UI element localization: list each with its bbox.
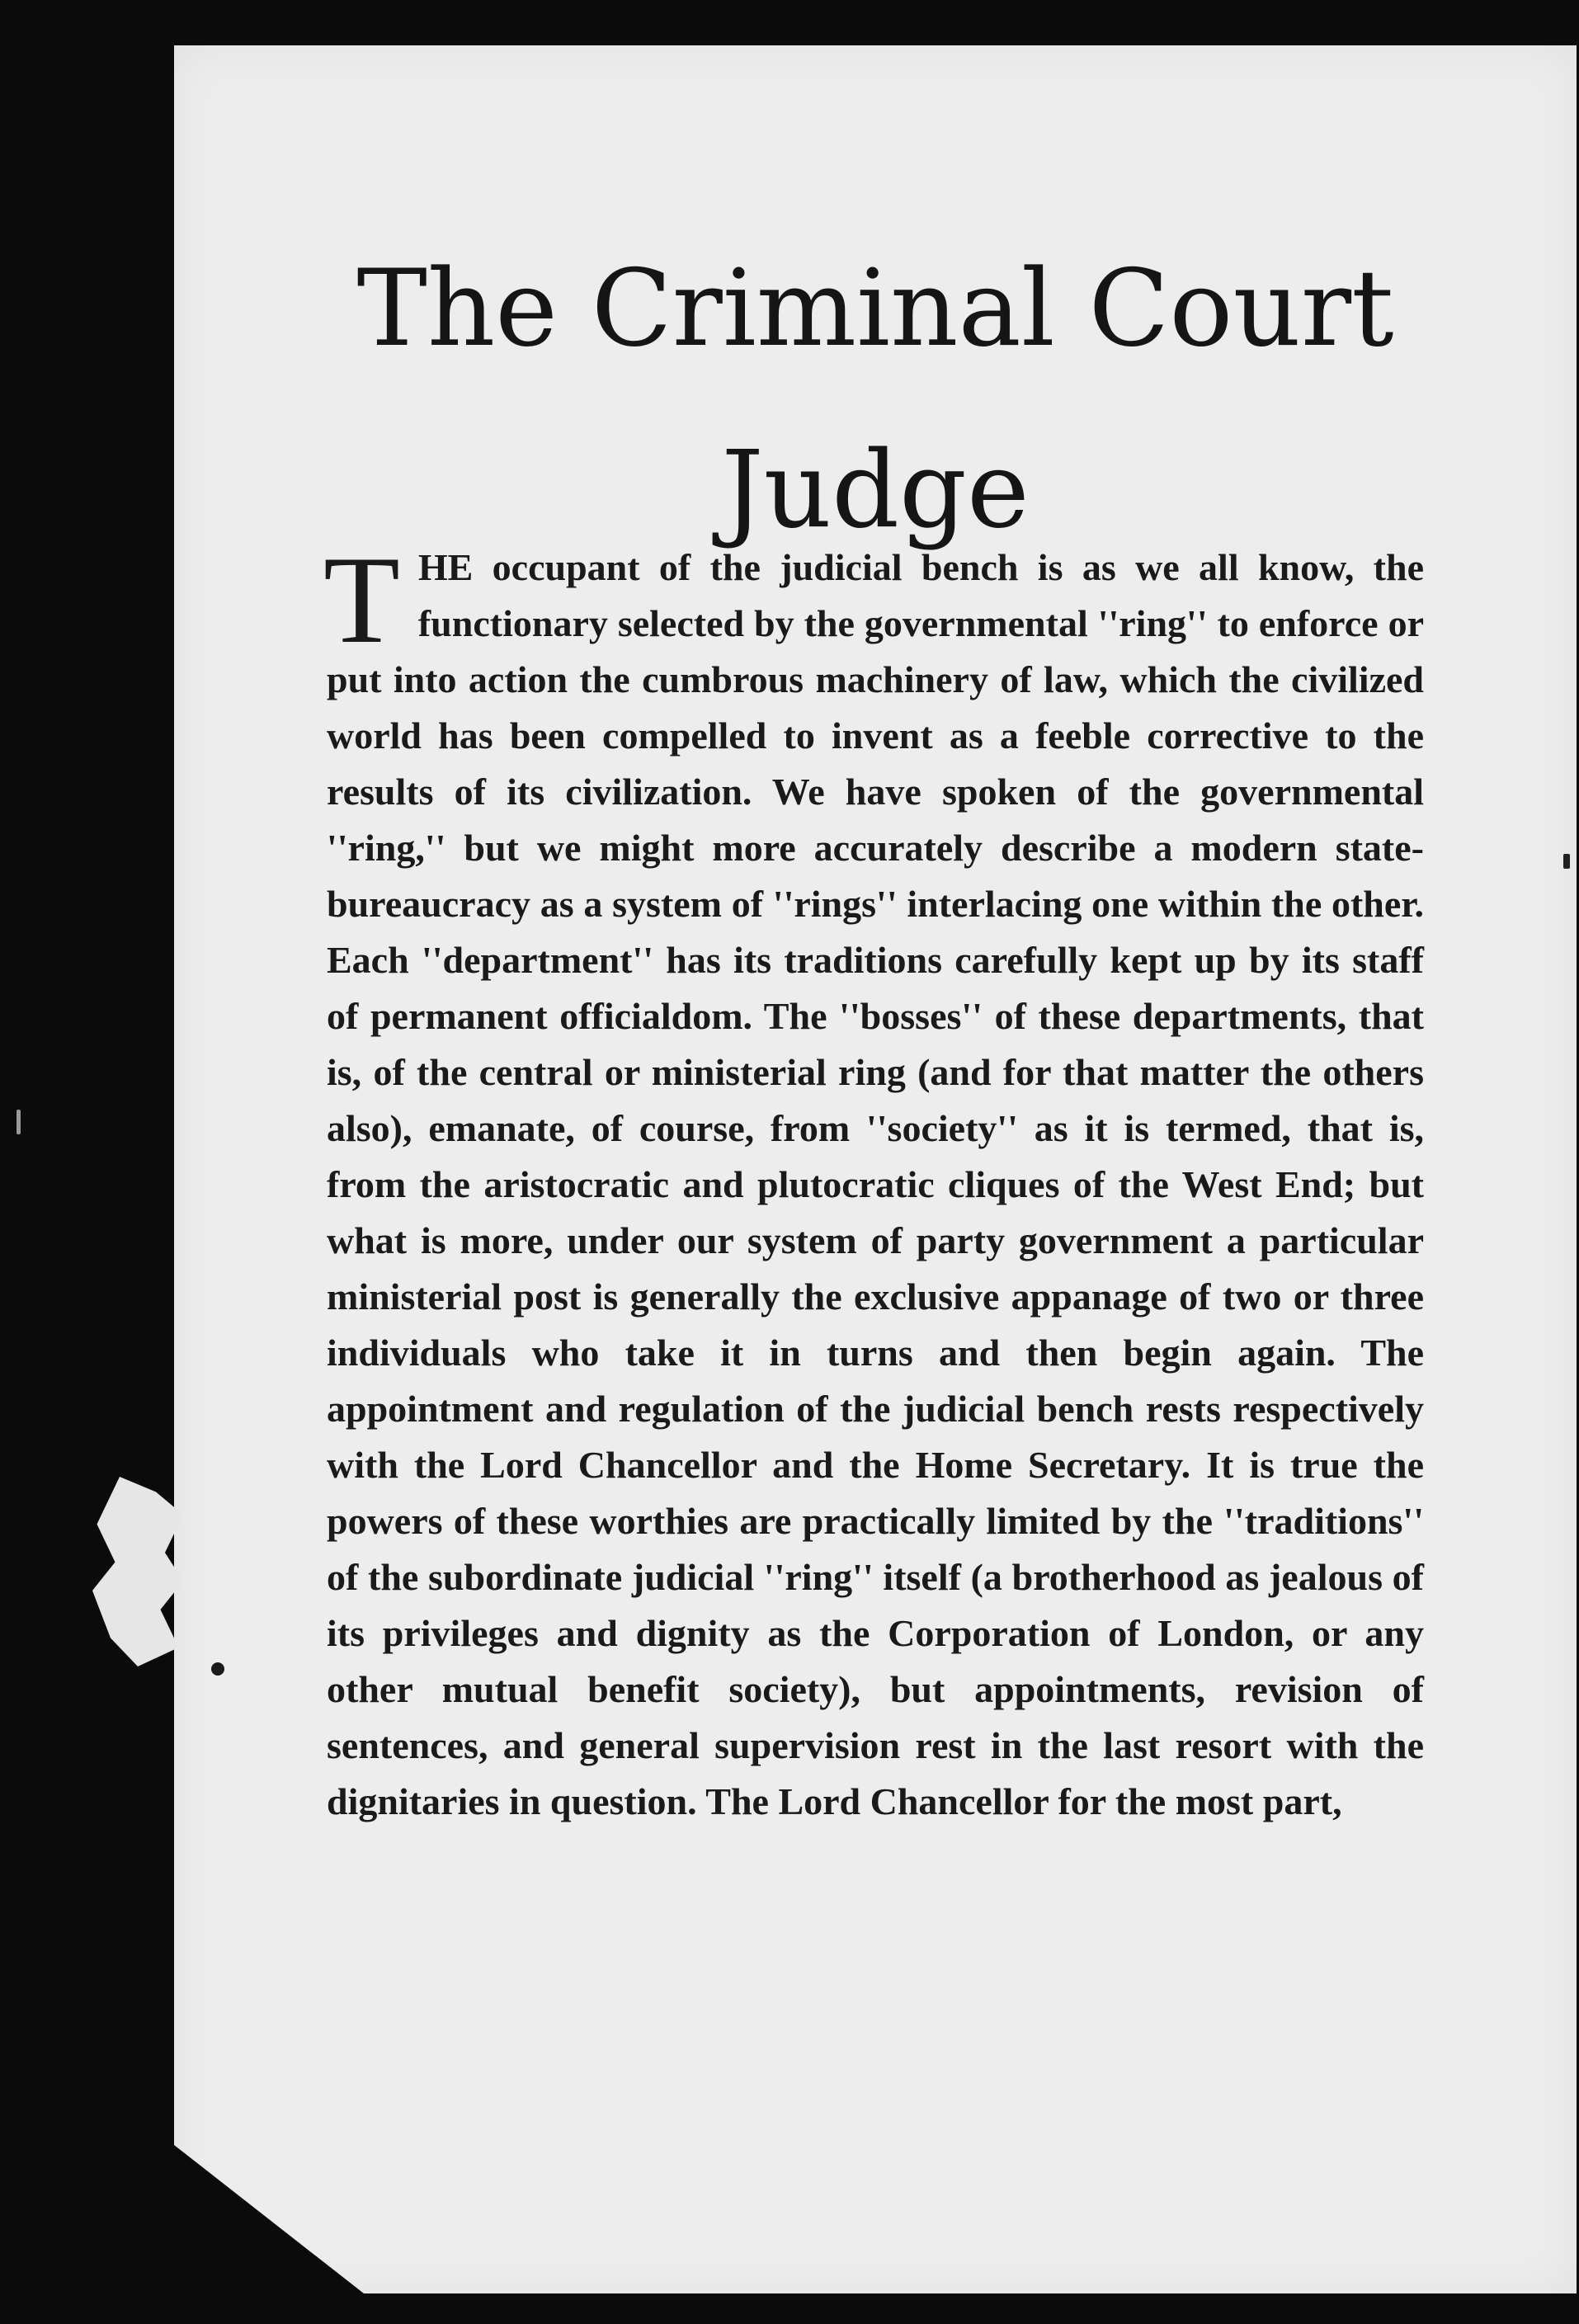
article-title bbox=[174, 219, 1577, 582]
drop-cap: T bbox=[323, 530, 400, 669]
article-body bbox=[323, 530, 1424, 1830]
scan-speck bbox=[1563, 854, 1570, 869]
title-line-2: Judge bbox=[721, 429, 1030, 552]
torn-paper-fragment bbox=[92, 1477, 183, 1666]
article-text: HE occupant of the judicial bench is as we all know, the functionary selected by the governmental ''ring'' to enforce or put into action the cumbrous machinery of law, which the civilized world has been compelled to invent as a feeble corrective to the results of its civilization. We have spoken of the governmental ''ring,'' but we might more accurately describe a modern state-bureaucracy as a system of ''rings'' interlacing one within the other. Each ''department'' has its traditions carefully kept up by its staff of permanent officialdom. The ''bosses'' of these departments, that is, of the central or ministerial ring (and for that matter the others also), emanate, of course, from ''society'' as it is termed, that is, from the aristocratic and plutocratic cliques of the West End; but what is more, under our system of party government a particular ministerial post is generally the exclusive appanage of two or three individuals who take it in turns and then begin again. The appointment and regulation of the judicial bench rests respectively with the Lord Chancellor and the Home Secretary. It is true the powers of these worthies are practically limited by the ''traditions'' of the subordinate judicial ''ring'' itself (a brotherhood as jealous of its privileges and dignity as the Corporation of London, or any other mutual benefit society), but appointments, revision of sentences, and general supervision rest in the last resort with the dignitaries in question. The Lord Chancellor for the most part, bbox=[327, 546, 1424, 1822]
title-line-1: The Criminal Court bbox=[356, 247, 1394, 370]
scan-speck bbox=[16, 1110, 21, 1134]
scan-speck bbox=[211, 1662, 224, 1676]
